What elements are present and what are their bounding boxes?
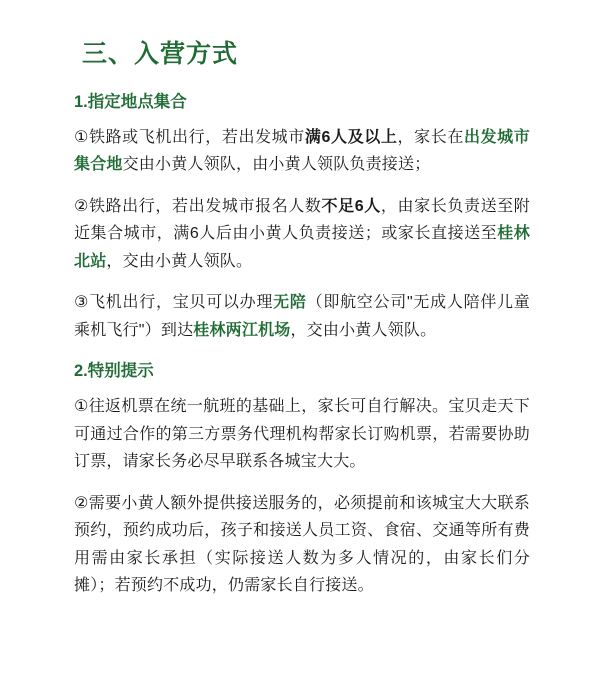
highlighted-text: 桂林北站 xyxy=(74,225,530,270)
section-heading: 1.指定地点集合 xyxy=(74,92,187,111)
page-title: 三、入营方式 xyxy=(82,40,239,68)
text-run: ，由家长负责送至附近集合城市，满6人后由小黄人负责接送；或家长直接送至 xyxy=(74,197,530,243)
text-run: ，交由小黄人领队。 xyxy=(106,252,253,270)
text-run: ③飞机出行，宝贝可以办理 xyxy=(74,294,274,312)
highlighted-text: 无陪 xyxy=(273,294,307,312)
text-run: ②需要小黄人额外提供接送服务的，必须提前和该城宝大大联系预约，预约成功后，孩子和接送人员工资、食宿、交通等所有费用需由家长承担（实际接送人数为多人情况的，由家长们分摊）；若预约不成功，仍需家长自行接送。 xyxy=(74,494,530,595)
text-run: ①铁路或飞机出行，若出发城市 xyxy=(74,128,305,146)
text-run: （即航空公司"无成人陪伴儿童乘机飞行"）到达 xyxy=(74,294,531,339)
paragraph xyxy=(74,393,530,476)
paragraph xyxy=(74,193,530,276)
section-heading: 2.特别提示 xyxy=(74,362,154,381)
document-content xyxy=(74,91,530,600)
text-run: 交由小黄人领队，由小黄人领队负责接送； xyxy=(122,156,431,174)
paragraph xyxy=(74,289,530,344)
text-run: ①往返机票在统一航班的基础上，家长可自行解决。宝贝走天下可通过合作的第三方票务代理机构帮家长订购机票，若需要协助订票，请家长务必尽早联系各城宝大大。 xyxy=(74,398,530,471)
text-run: ②铁路出行，若出发城市报名人数 xyxy=(74,197,322,215)
highlighted-text: 桂林两江机场 xyxy=(193,321,291,339)
paragraph xyxy=(74,490,530,600)
text-run: ，家长在 xyxy=(397,128,464,146)
paragraph xyxy=(74,124,530,179)
emphasized-text: 不足6人 xyxy=(321,197,381,215)
highlighted-text: 出发城市集合地 xyxy=(74,128,530,174)
text-run: ，交由小黄人领队。 xyxy=(290,321,437,339)
emphasized-text: 满6人及以上 xyxy=(304,128,398,146)
